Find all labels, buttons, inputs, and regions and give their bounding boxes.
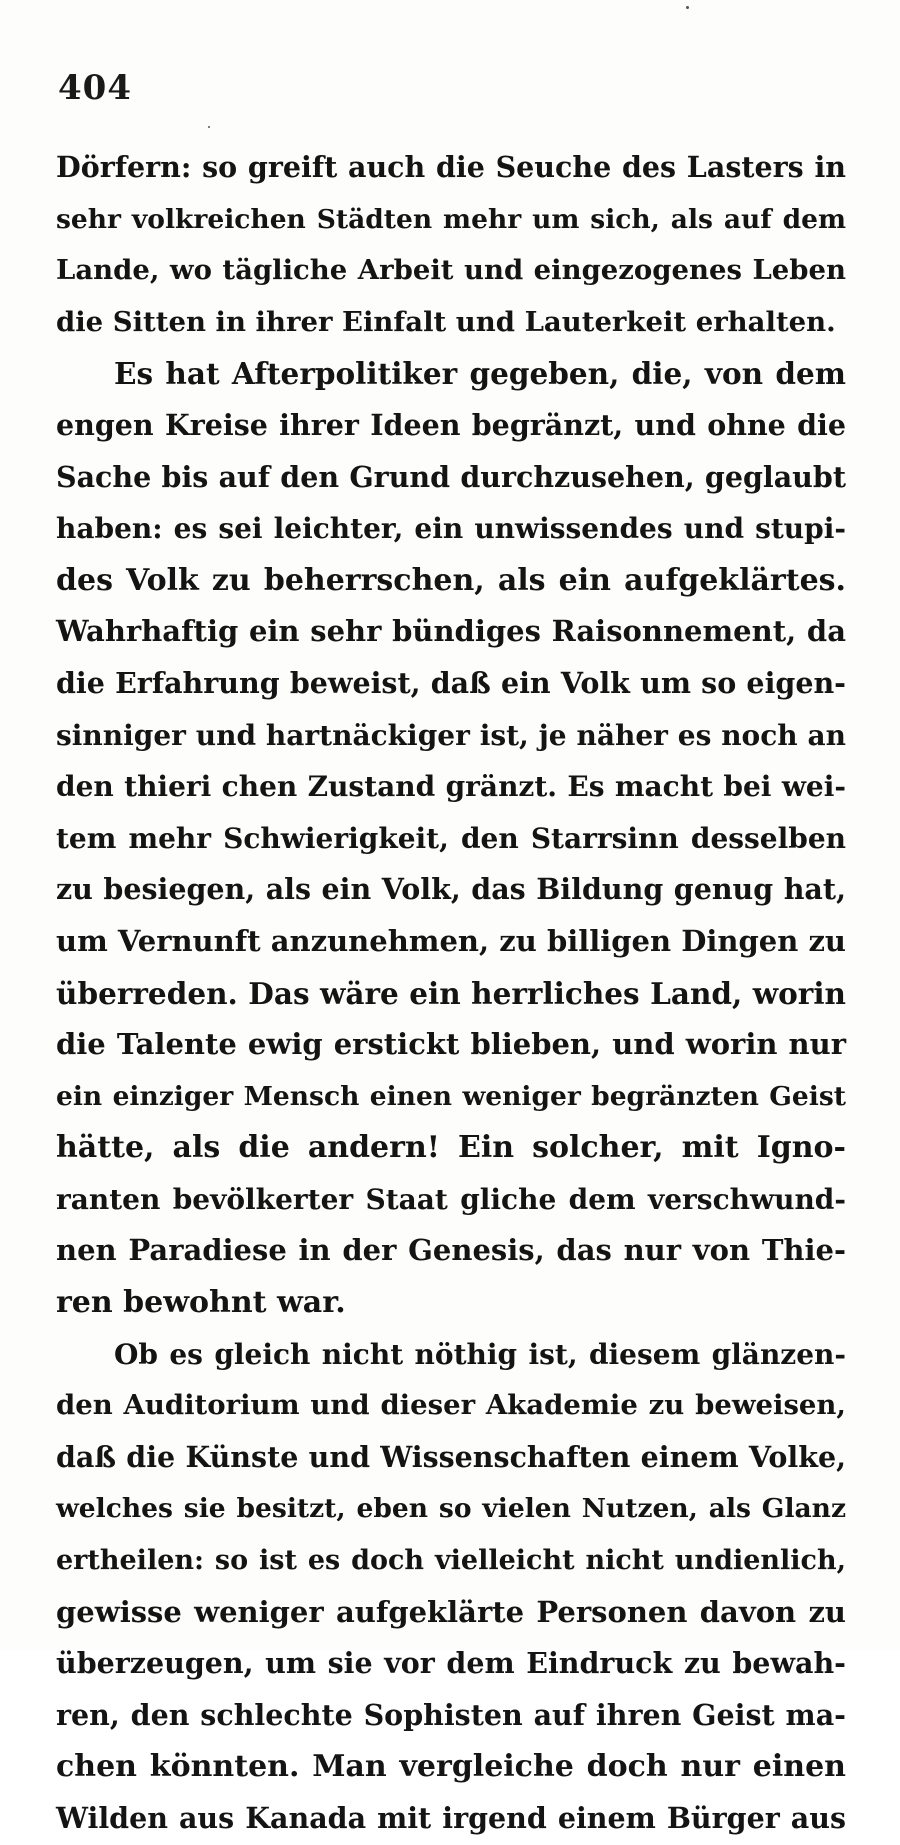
text-line: Sache bis auf den Grund durchzusehen, geglaubt [56,459,846,494]
text-line: den Auditorium und dieser Akademie zu beweisen, [56,1389,846,1422]
body-text [56,142,846,1845]
text-line: des Volk zu beherrschen, als ein aufgeklärtes. [56,562,846,598]
text-line: Dörfern: so greift auch die Seuche des Lasters in [56,150,846,184]
text-line: Lande, wo tägliche Arbeit und eingezogenes Leben [56,254,846,287]
text-line: sinniger und hartnäckiger ist, je näher es noch an [56,718,846,752]
text-line: die Erfahrung beweist, daß ein Volk um so eigen- [56,665,846,700]
text-line: zu besiegen, als ein Volk, das Bildung genug hat, [56,872,846,907]
text-line: gewisse weniger aufgeklärte Personen davon zu [56,1594,846,1629]
text-line: haben: es sei leichter, ein unwissendes und stupi- [56,512,846,546]
page-number: 404 [58,68,132,108]
text-line: ren bewohnt war. [56,1285,346,1321]
print-speck [686,6,689,9]
text-line: Wahrhaftig ein sehr bündiges Raisonnement, da [56,614,846,649]
print-speck [208,126,210,128]
text-line: Wilden aus Kanada mit irgend einem Bürger aus [56,1801,846,1835]
text-line: um Vernunft anzunehmen, zu billigen Dingen zu [56,923,846,958]
text-line: welches sie besitzt, eben so vielen Nutzen, als Glanz [56,1493,846,1525]
text-line: ertheilen: so ist es doch vielleicht nicht undienlich, [56,1545,846,1577]
text-line: überreden. Das wäre ein herrliches Land, worin [56,975,846,1011]
text-line: daß die Künste und Wissenschaften einem Volke, [56,1439,846,1474]
text-line: die Talente ewig erstickt blieben, und worin nur [56,1027,846,1062]
text-line: ren, den schlechte Sophisten auf ihren Geist ma- [56,1697,846,1732]
text-line: ranten bevölkerter Staat gliche dem verschwund- [56,1182,846,1216]
paragraph-start-line: Es hat Afterpolitiker gegeben, die, von dem [114,356,846,392]
text-line: überzeugen, um sie vor dem Eindruck zu bewah- [56,1646,846,1681]
text-line: die Sitten in ihrer Einfalt und Lauterkeit erhalten. [56,305,836,338]
text-line: hätte, als die andern! Ein solcher, mit Igno- [56,1130,846,1166]
text-line: sehr volkreichen Städten mehr um sich, als auf dem [56,203,846,235]
text-line: nen Paradiese in der Genesis, das nur von Thie- [56,1233,846,1268]
text-line: den thieri chen Zustand gränzt. Es macht bei wei- [56,770,846,804]
text-line: engen Kreise ihrer Ideen begränzt, und ohne die [56,407,846,442]
text-line: tem mehr Schwierigkeit, den Starrsinn desselben [56,821,846,855]
text-line: ein einziger Mensch einen weniger begränzten Geist [56,1080,846,1112]
text-line: chen könnten. Man vergleiche doch nur einen [56,1749,846,1785]
paragraph-start-line: Ob es gleich nicht nöthig ist, diesem glänzen- [114,1337,846,1371]
